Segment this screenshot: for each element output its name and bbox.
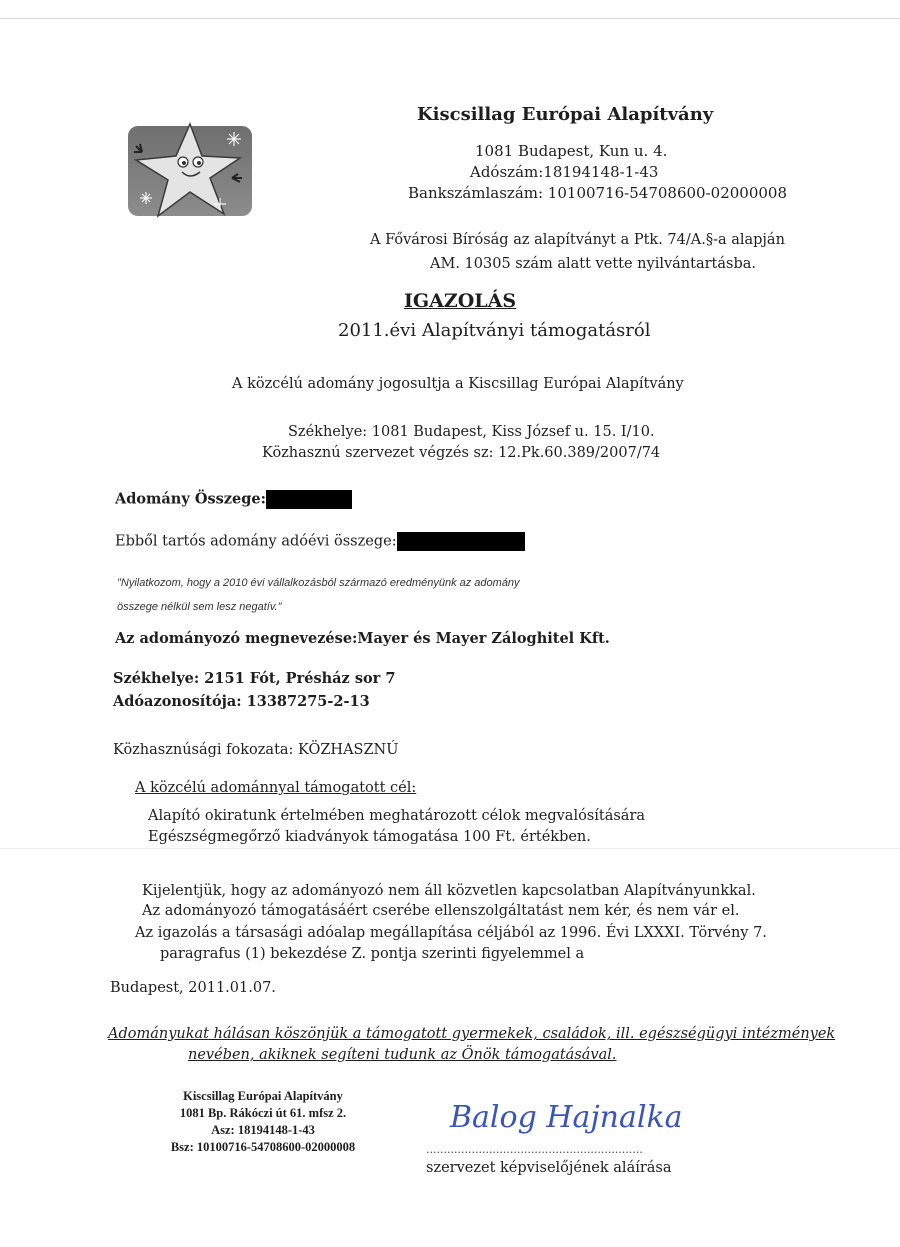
redacted-durable-amount (397, 532, 525, 551)
stamp-tax: Asz: 18194148-1-43 (211, 1123, 315, 1137)
purpose-line-1: Alapító okiratunk értelmében meghatározott célok megvalósítására (148, 808, 646, 824)
statement-line-3: Az igazolás a társasági adóalap megállapítása céljából az 1996. Évi LXXXI. Törvény 7. (135, 925, 767, 941)
redacted-amount (266, 490, 352, 509)
declaration-line-2: összege nélkül sem lesz negatív." (117, 601, 282, 613)
fold-line (0, 848, 900, 849)
document-title: IGAZOLÁS (404, 290, 517, 312)
donation-amount-row (115, 490, 352, 509)
purpose-line-2: Egészségmegőrző kiadványok támogatása 100 Ft. értékben. (148, 829, 591, 845)
stamp-bank: Bsz: 10100716-54708600-02000008 (170, 1140, 356, 1154)
beneficiary-ruling: Közhasznú szervezet végzés sz: 12.Pk.60.389/2007/74 (262, 445, 661, 461)
thanks-line-1: Adományukat hálásan köszönjük a támogatott gyermekek, családok, ill. egészségügyi intézmények (108, 1026, 836, 1042)
registration-line-1: A Fővárosi Bíróság az alapítványt a Ptk. 74/A.§-a alapján (370, 232, 785, 248)
document-subtitle: 2011.évi Alapítványi támogatásról (338, 320, 651, 341)
stamp-name: Kiscsillag Európai Alapítvány (183, 1089, 343, 1103)
top-edge-line (0, 18, 900, 19)
public-benefit-status: Közhasznúsági fokozata: KÖZHASZNÚ (113, 742, 399, 758)
beneficiary-line: A közcélú adomány jogosultja a Kiscsillag Európai Alapítvány (232, 376, 684, 392)
beneficiary-seat: Székhelye: 1081 Budapest, Kiss József u. 15. I/10. (288, 424, 655, 440)
handwritten-signature: Balog Hajnalka (450, 1100, 683, 1135)
donation-amount-label: Adomány Összege: (115, 490, 266, 508)
statement-line-4: paragrafus (1) bekezdése Z. pontja szerinti figyelemmel a (160, 946, 585, 962)
signature-dots: .............................................................. (426, 1143, 643, 1156)
stamp-address: 1081 Bp. Rákóczi út 61. mfsz 2. (179, 1106, 347, 1120)
durable-donation-label: Ebből tartós adomány adóévi összege: (115, 533, 397, 550)
declaration-line-1: "Nyilatkozom, hogy a 2010 évi vállalkozásból származó eredményünk az adomány (117, 577, 520, 589)
statement-line-1: Kijelentjük, hogy az adományozó nem áll közvetlen kapcsolatban Alapítványunkkal. (142, 883, 756, 899)
purpose-heading: A közcélú adománnyal támogatott cél: (135, 780, 417, 796)
org-bank-account: Bankszámlaszám: 10100716-54708600-02000008 (408, 184, 787, 202)
org-name: Kiscsillag Európai Alapítvány (417, 104, 714, 125)
donor-seat: Székhelye: 2151 Fót, Présház sor 7 (113, 670, 396, 687)
statement-line-2: Az adományozó támogatásáért cserébe ellenszolgáltatást nem kér, és nem vár el. (142, 903, 740, 919)
signature-caption: szervezet képviselőjének aláírása (426, 1160, 672, 1176)
organization-stamp (158, 1088, 368, 1156)
org-tax-number: Adószám:18194148-1-43 (470, 163, 659, 181)
registration-line-2: AM. 10305 szám alatt vette nyilvántartásba. (430, 256, 756, 272)
donor-name: Az adományozó megnevezése:Mayer és Mayer Záloghitel Kft. (115, 630, 610, 647)
donor-tax-id: Adóazonosítója: 13387275-2-13 (113, 693, 370, 710)
org-address: 1081 Budapest, Kun u. 4. (475, 142, 668, 160)
thanks-line-2: nevében, akiknek segíteni tudunk az Önök támogatásával. (188, 1047, 617, 1063)
issue-date: Budapest, 2011.01.07. (110, 980, 276, 996)
durable-donation-row (115, 532, 525, 551)
star-logo-icon (128, 122, 252, 218)
